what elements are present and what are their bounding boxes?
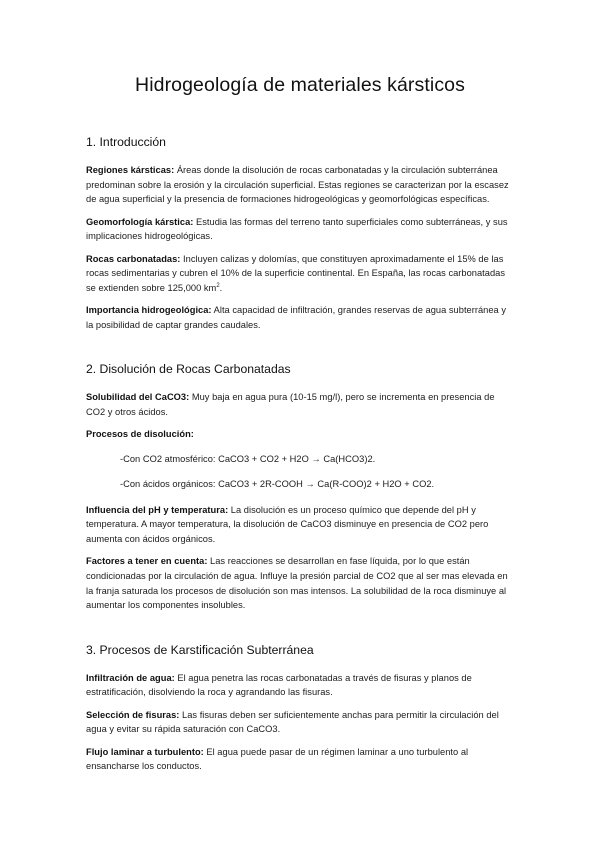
paragraph-regiones-karsticas (86, 163, 514, 207)
reaction-acidos-organicos: -Con ácidos orgánicos: CaCO3 + 2R-COOH → Ca(R-COO)2 + H2O + CO2. (120, 479, 435, 490)
paragraph-geomorfologia-karstica (86, 215, 514, 244)
section-heading-disolucion: 2. Disolución de Rocas Carbonatadas (86, 362, 291, 377)
paragraph-text: Las fisuras deben ser suficientemente anchas para permitir la circulación del agua y evitar su rápida saturación con CaCO3. (86, 709, 499, 735)
paragraph-procesos-disolucion (86, 427, 514, 442)
term-label: Factores a tener en cuenta: (86, 556, 208, 567)
paragraph-text: El agua puede pasar de un régimen laminar a uno turbulento al ensancharse los conductos. (86, 746, 469, 772)
term-label: Rocas carbonatadas: (86, 253, 181, 264)
superscript: 2 (216, 282, 220, 289)
paragraph-infiltracion (86, 671, 514, 700)
paragraph-text: Las reacciones se desarrollan en fase líquida, por lo que están condicionadas por la circulación de agua. Influye la presión parcial de CO2 que al ser mas elevada en la franja saturada los procesos de disolución son mas intensos. La solubilidad de la roca disminuye al aumentar los componentes insolubles. (86, 556, 508, 611)
paragraph-seleccion-fisuras (86, 708, 514, 737)
section-spacer (86, 621, 514, 643)
term-label: Influencia del pH y temperatura: (86, 504, 229, 515)
paragraph-text: Muy baja en agua pura (10-15 mg/l), pero se incrementa en presencia de CO2 y otros ácidos. (86, 392, 495, 417)
document-title: Hidrogeología de materiales kársticos (135, 74, 465, 96)
paragraph-tail: . (219, 282, 223, 293)
paragraph-importancia-hidrogeologica (86, 303, 514, 332)
term-label: Geomorfología kárstica: (86, 216, 194, 227)
term-label: Regiones kársticas: (86, 165, 175, 175)
term-label: Solubilidad del CaCO3: (86, 392, 190, 403)
term-label: Selección de fisuras: (86, 709, 180, 720)
term-label: Infiltración de agua: (86, 672, 175, 683)
section-heading-introduccion: 1. Introducción (86, 135, 166, 149)
term-label: Importancia hidrogeológica: (86, 305, 212, 316)
term-label: Flujo laminar a turbulento: (86, 746, 204, 757)
paragraph-rocas-carbonatadas (86, 252, 514, 296)
term-label: Procesos de disolución: (86, 429, 194, 440)
paragraph-text: La disolución es un proceso químico que depende del pH y temperatura. A mayor temperatura, la disolución de CaCO3 disminuye en presencia de CO2 pero aumenta con ácidos orgánicos. (86, 504, 489, 545)
paragraph-text: Estudia las formas del terreno tanto superficiales como subterráneas, y sus implicaciones hidrogeológicas. (86, 216, 508, 242)
section-spacer (86, 340, 514, 362)
paragraph-solubilidad (86, 390, 514, 419)
paragraph-text: Incluyen calizas y dolomías, que constituyen aproximadamente el 15% de las rocas sedimentarias y cubren el 10% de la superficie continental. En España, las rocas carbonatadas se extienden sobre 125,000 km (86, 253, 506, 293)
paragraph-text: Áreas donde la disolución de rocas carbonatadas y la circulación subterránea predominan sobre la erosión y la circulación superficial. Estas regiones se caracterizan por la escasez de agua superficial y la presencia de formaciones hidrogeológicas y geomorfológicas específicas. (86, 165, 509, 205)
paragraph-text: El agua penetra las rocas carbonatadas a través de fisuras y planos de estratificación, disolviendo la roca y agrandando las fisuras. (86, 672, 472, 698)
paragraph-text: Alta capacidad de infiltración, grandes reservas de agua subterránea y la posibilidad de captar grandes caudales. (86, 305, 506, 330)
paragraph-factores (86, 554, 514, 612)
paragraph-influencia-ph (86, 503, 514, 547)
paragraph-flujo-laminar (86, 745, 514, 774)
reaction-co2-atmosferico: -Con CO2 atmosférico: CaCO3 + CO2 + H2O → Ca(HCO3)2. (120, 453, 376, 464)
section-heading-karstificacion: 3. Procesos de Karstificación Subterránea (86, 642, 314, 657)
